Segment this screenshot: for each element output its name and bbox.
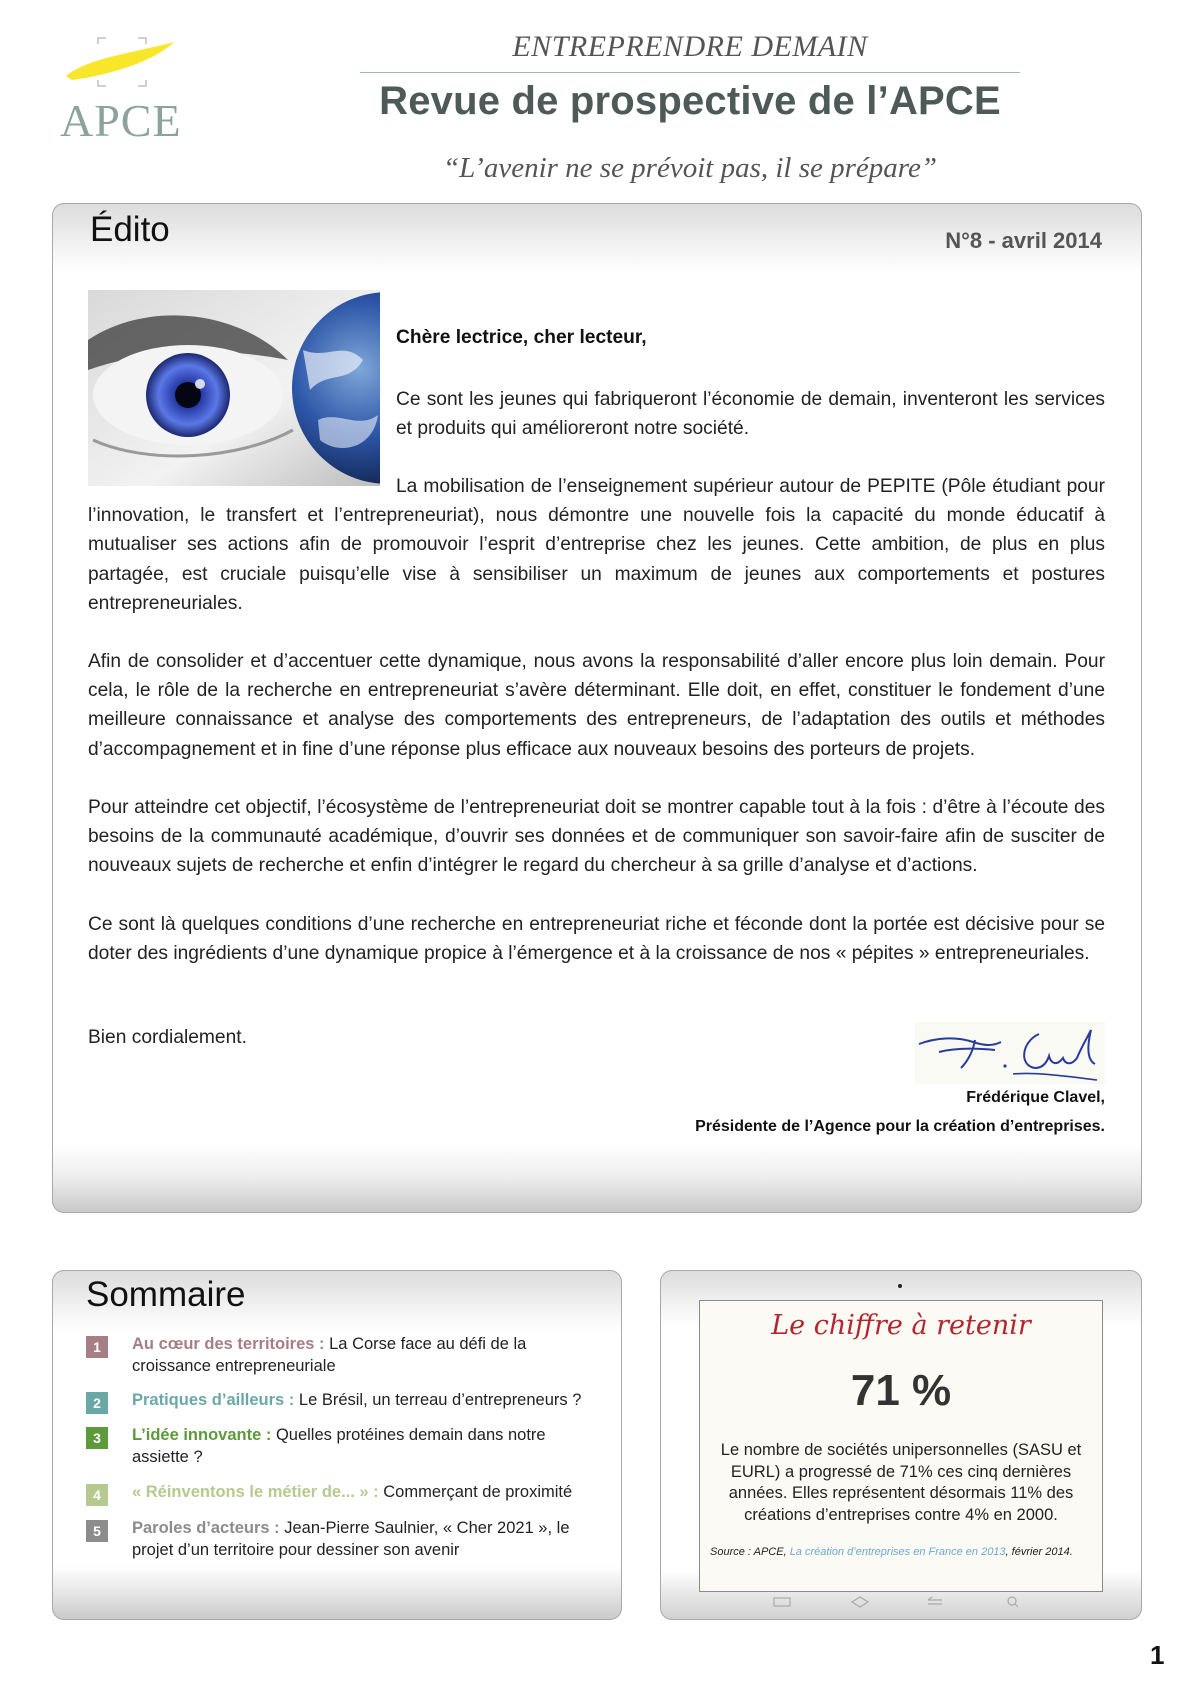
logo-mark-icon [58,36,198,96]
signer-role: Présidente de l’Agence pour la création d’entreprises. [695,1118,1105,1135]
toc-label: Pratiques d’ailleurs : [132,1391,295,1409]
edito-paragraph: Ce sont les jeunes qui fabriqueront l’économie de demain, inventeront les services et produits qui amélioreront notre société. [396,389,1105,440]
toc-description: Le Brésil, un terreau d’entrepreneurs ? [294,1391,582,1409]
camera-dot-icon [898,1284,902,1288]
edito-paragraph: Pour atteindre cet objectif, l’écosystème de l’entrepreneuriat doit se montrer capable tout à la fois : d’être à l’écoute des besoins de la communauté académique, d’ouvrir ses données et de communiquer son savoir-faire afin de susciter de nouveaux sujets de recherche et enfin d’intégrer le regard du chercheur à sa grille d’analyse et d’actions. [88,797,1105,877]
toc-description: Quelles protéines demain dans notre assiette ? [132,1426,546,1466]
toc-number: 1 [86,1336,108,1358]
toc-text [132,1425,602,1468]
edito-paragraph: La mobilisation de l’enseignement supérieur autour de PEPITE (Pôle étudiant pour l’innovation, le transfert et l’entrepreneuriat), nous démontre une nouvelle fois la capacité du monde éducatif à mutualiser ses actions afin de promouvoir l’esprit d’entreprise chez les jeunes. Cette ambition, de plus en plus partagée, est cruciale puisqu’elle vise à sensibiliser un maximum de jeunes aux comportements et postures entrepreneuriales. [88,476,1105,614]
home-icon [852,1597,868,1607]
toc-label: L’idée innovante : [132,1426,272,1444]
chiffre-source [710,1545,1094,1560]
toc-label: Paroles d’acteurs : [132,1519,280,1537]
toc-label: Au cœur des territoires : [132,1335,325,1353]
chiffre-heading: Le chiffre à retenir [771,1310,1031,1341]
masthead [360,30,1020,124]
eye-globe-image [88,290,380,486]
page-number: 1 [1150,1640,1165,1670]
page-title: Revue de prospective de l’APCE [379,79,1001,123]
toc-number: 5 [86,1520,108,1542]
closing: Bien cordialement. [88,1027,247,1048]
source-link[interactable]: La création d’entreprises en France en 2013 [789,1546,1006,1558]
tablet-buttons [760,1595,1050,1609]
apce-logo [58,36,198,146]
source-suffix: , février 2014. [1005,1546,1073,1558]
signer-name: Frédérique Clavel, [966,1089,1105,1106]
toc-label: « Réinventons le métier de... » : [132,1483,379,1501]
chiffre-value: 71 % [850,1366,952,1415]
toc-number: 3 [86,1427,108,1449]
toc-description: Jean-Pierre Saulnier, « Cher 2021 », le projet d’un territoire pour dessiner son avenir [132,1519,570,1559]
edito-paragraph: Afin de consolider et d’accentuer cette dynamique, nous avons la responsabilité d’aller encore plus loin demain. Pour cela, le rôle de la recherche en entrepreneuriat s’avère déterminant. Elle doit, en effet, constituer le fondement d’une meilleure connaissance et analyse des comportements des entrepreneurs, de l’adaptation des outils et méthodes d’accompagnement et in fine d’une réponse plus efficace aux nouveaux besoins des porteurs de projets. [88,651,1105,760]
masthead-kicker: ENTREPRENDRE DEMAIN [512,30,868,63]
chiffre-text: Le nombre de sociétés unipersonnelles (SASU et EURL) a progressé de 71% ces cinq dernières années. Elles représentent désormais 11% des créations d’entreprises contre 4% en 2000. [720,1441,1082,1524]
toc-text [132,1334,602,1377]
signature-image [915,1022,1105,1084]
toc-number: 2 [86,1392,108,1414]
logo-text: APCE [60,95,182,146]
tagline: “L’avenir ne se prévoit pas, il se prépare” [442,152,938,184]
greeting: Chère lectrice, cher lecteur, [396,327,647,348]
toc-text [132,1518,602,1561]
toc-text [132,1390,602,1412]
toc-text [132,1482,602,1504]
issue-number: N°8 - avril 2014 [945,228,1102,253]
source-prefix: Source : APCE, [710,1546,790,1558]
menu-icon [774,1598,790,1606]
edito-title: Édito [90,210,170,249]
toc-description: La Corse face au défi de la croissance entrepreneuriale [132,1335,527,1375]
sommaire-title: Sommaire [86,1275,246,1314]
back-icon [928,1597,942,1604]
toc-number: 4 [86,1484,108,1506]
edito-paragraph: Ce sont là quelques conditions d’une recherche en entrepreneuriat riche et féconde dont la portée est décisive pour se doter des ingrédients d’une dynamique propice à l’émergence et à la croissance de nos « pépites » entrepreneuriales. [88,914,1105,965]
toc-description: Commerçant de proximité [378,1483,573,1501]
search-icon [1008,1597,1018,1607]
masthead-rule [360,72,1020,73]
